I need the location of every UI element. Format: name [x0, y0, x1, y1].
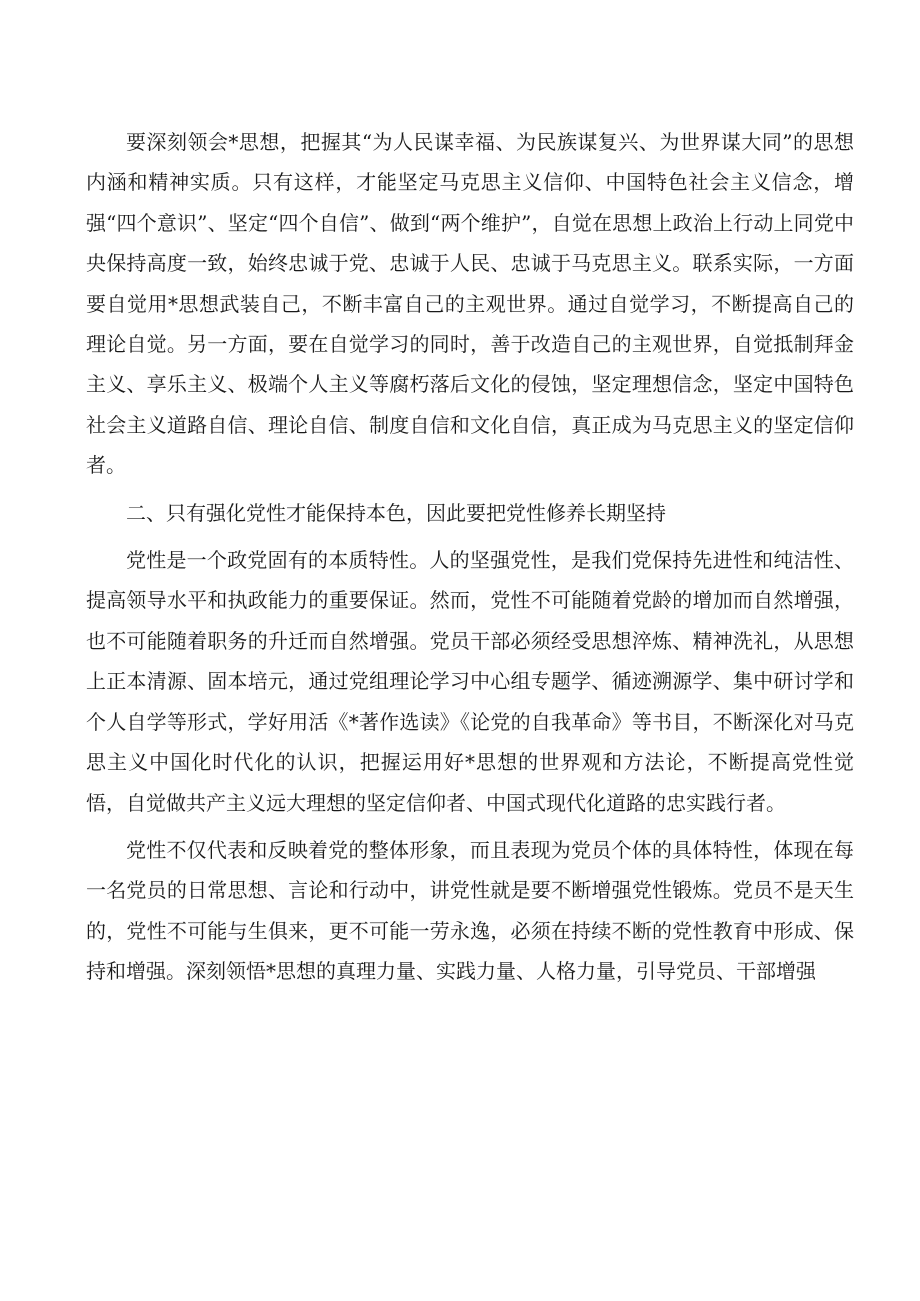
paragraph-party-nature: 党性是一个政党固有的本质特性。人的坚强党性，是我们党保持先进性和纯洁性、提高领导水平和执政能力的重要保证。然而，党性不可能随着党龄的增加而自然增强，也不可能随着职务的升迁而自然增强。党员干部必须经受思想淬炼、精神洗礼，从思想上正本清源、固本培元，通过党组理论学习中心组专题学、循迹溯源学、集中研讨学和个人自学等形式，学好用活《*著作选读》《论党的自我革命》等书目，不断深化对马克思主义中国化时代化的认识，把握运用好*思想的世界观和方法论，不断提高党性觉悟，自觉做共产主义远大理想的坚定信仰者、中国式现代化道路的忠实践行者。: [86, 548, 854, 815]
document-page: [86, 122, 854, 999]
paragraph-intro: 要深刻领会*思想，把握其“为人民谋幸福、为民族谋复兴、为世界谋大同”的思想内涵和精神实质。只有这样，才能坚定马克思主义信仰、中国特色社会主义信念，增强“四个意识”、坚定“四个自信”、做到“两个维护”，自觉在思想上政治上行动上同党中央保持高度一致，始终忠诚于党、忠诚于人民、忠诚于马克思主义。联系实际，一方面要自觉用*思想武装自己，不断丰富自己的主观世界。通过自觉学习，不断提高自己的理论自觉。另一方面，要在自觉学习的同时，善于改造自己的主观世界，自觉抵制拜金主义、享乐主义、极端个人主义等腐朽落后文化的侵蚀，坚定理想信念，坚定中国特色社会主义道路自信、理论自信、制度自信和文化自信，真正成为马克思主义的坚定信仰者。: [86, 130, 854, 478]
paragraph-party-character: 党性不仅代表和反映着党的整体形象，而且表现为党员个体的具体特性，体现在每一名党员的日常思想、言论和行动中，讲党性就是要不断增强党性锻炼。党员不是天生的，党性不可能与生俱来，更不可能一劳永逸，必须在持续不断的党性教育中形成、保持和增强。深刻领悟*思想的真理力量、实践力量、人格力量，引导党员、干部增强: [86, 837, 854, 984]
section-heading: 二、只有强化党性才能保持本色，因此要把党性修养长期坚持: [126, 500, 666, 525]
